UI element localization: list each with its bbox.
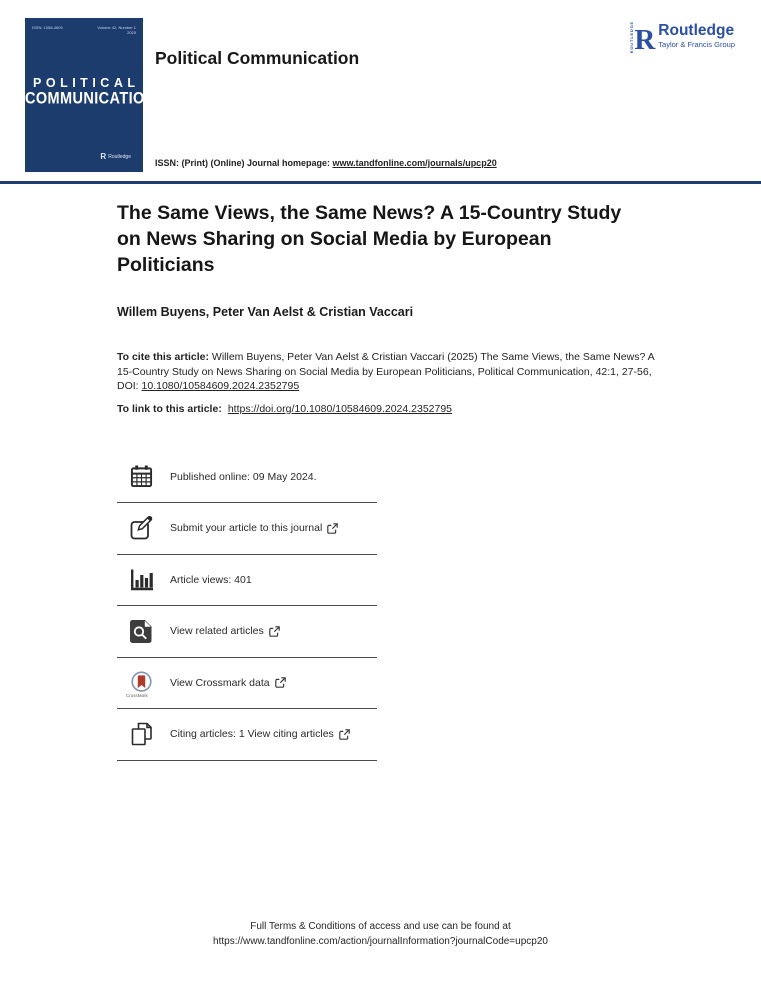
link-label: To link to this article: bbox=[117, 402, 222, 415]
article-views-text: Article views: 401 bbox=[170, 573, 252, 586]
doi-url-link[interactable]: https://doi.org/10.1080/10584609.2024.2352795 bbox=[227, 402, 453, 415]
external-link-icon bbox=[275, 677, 286, 688]
view-related-text: View related articles bbox=[170, 625, 264, 638]
cite-label: To cite this article: bbox=[117, 351, 209, 363]
cover-volume: Volume 42, Number 1 bbox=[97, 25, 136, 30]
related-articles-search-icon bbox=[130, 620, 157, 643]
article-authors: Willem Buyens, Peter Van Aelst & Cristian Vaccari bbox=[117, 305, 414, 319]
action-row-citing-articles[interactable] bbox=[117, 709, 377, 761]
bar-chart-icon bbox=[130, 568, 157, 592]
article-link-line bbox=[117, 403, 687, 415]
cover-issn: ISSN: 1058-4609 bbox=[32, 25, 63, 30]
routledge-logo bbox=[629, 20, 735, 57]
view-crossmark-text: View Crossmark data bbox=[170, 676, 270, 689]
citing-articles-text: Citing articles: 1 View citing articles bbox=[170, 728, 334, 741]
action-row-submit-article[interactable] bbox=[117, 503, 377, 555]
journal-title: Political Communication bbox=[155, 48, 360, 68]
article-title: The Same Views, the Same News? A 15-Country Study on News Sharing on Social Media by European Politicians bbox=[117, 202, 622, 276]
issn-homepage-line: ISSN: (Print) (Online) Journal homepage: www.tandfonline.com/journals/upcp20 bbox=[155, 158, 497, 168]
citation-block: To cite this article: Willem Buyens, Peter Van Aelst & Cristian Vaccari (2025) The Same Views, the Same News? A 15-Country Study on News Sharing on Social Media by European Politicians, Political Communication, 42:1, 27-56, DOI: 10.1080/10584609.2024.2352795 bbox=[117, 351, 655, 392]
journal-cover-image bbox=[25, 18, 156, 172]
publisher-name: Routledge bbox=[658, 22, 735, 39]
crossmark-caption: CrossMark bbox=[126, 693, 148, 699]
publisher-tagline: Taylor & Francis Group bbox=[658, 40, 735, 49]
journal-homepage-link[interactable]: www.tandfonline.com/journals/upcp20 bbox=[332, 158, 497, 168]
action-row-crossmark[interactable] bbox=[117, 658, 377, 710]
submit-pencil-icon bbox=[130, 516, 157, 540]
external-link-icon bbox=[339, 729, 350, 740]
action-row-view-related[interactable] bbox=[117, 606, 377, 658]
citing-pages-icon bbox=[130, 722, 157, 746]
cover-title-communication: COMMUNICATION bbox=[25, 89, 156, 109]
doi-link[interactable]: 10.1080/10584609.2024.2352795 bbox=[141, 380, 300, 392]
routledge-r-mark-icon: ROUTLEDGE R bbox=[629, 21, 656, 57]
footer-terms-url[interactable]: https://www.tandfonline.com/action/journalInformation?journalCode=upcp20 bbox=[213, 935, 548, 947]
submit-article-text: Submit your article to this journal bbox=[170, 522, 323, 535]
external-link-icon bbox=[269, 626, 280, 637]
calendar-icon bbox=[130, 465, 157, 488]
action-row-article-views bbox=[117, 555, 377, 607]
action-row-published-online bbox=[117, 452, 377, 504]
published-online-text: Published online: 09 May 2024. bbox=[170, 470, 317, 483]
cover-routledge-logo: R Routledge bbox=[100, 152, 131, 161]
cover-year: 2025 bbox=[127, 30, 136, 35]
footer-terms-text: Full Terms & Conditions of access and use can be found at bbox=[250, 921, 511, 932]
article-actions-list bbox=[117, 452, 377, 761]
terms-footer bbox=[0, 920, 761, 949]
cover-title-political: POLITICAL bbox=[33, 76, 140, 90]
external-link-icon bbox=[327, 523, 338, 534]
crossmark-icon bbox=[130, 671, 157, 694]
header-divider-rule bbox=[0, 181, 761, 184]
